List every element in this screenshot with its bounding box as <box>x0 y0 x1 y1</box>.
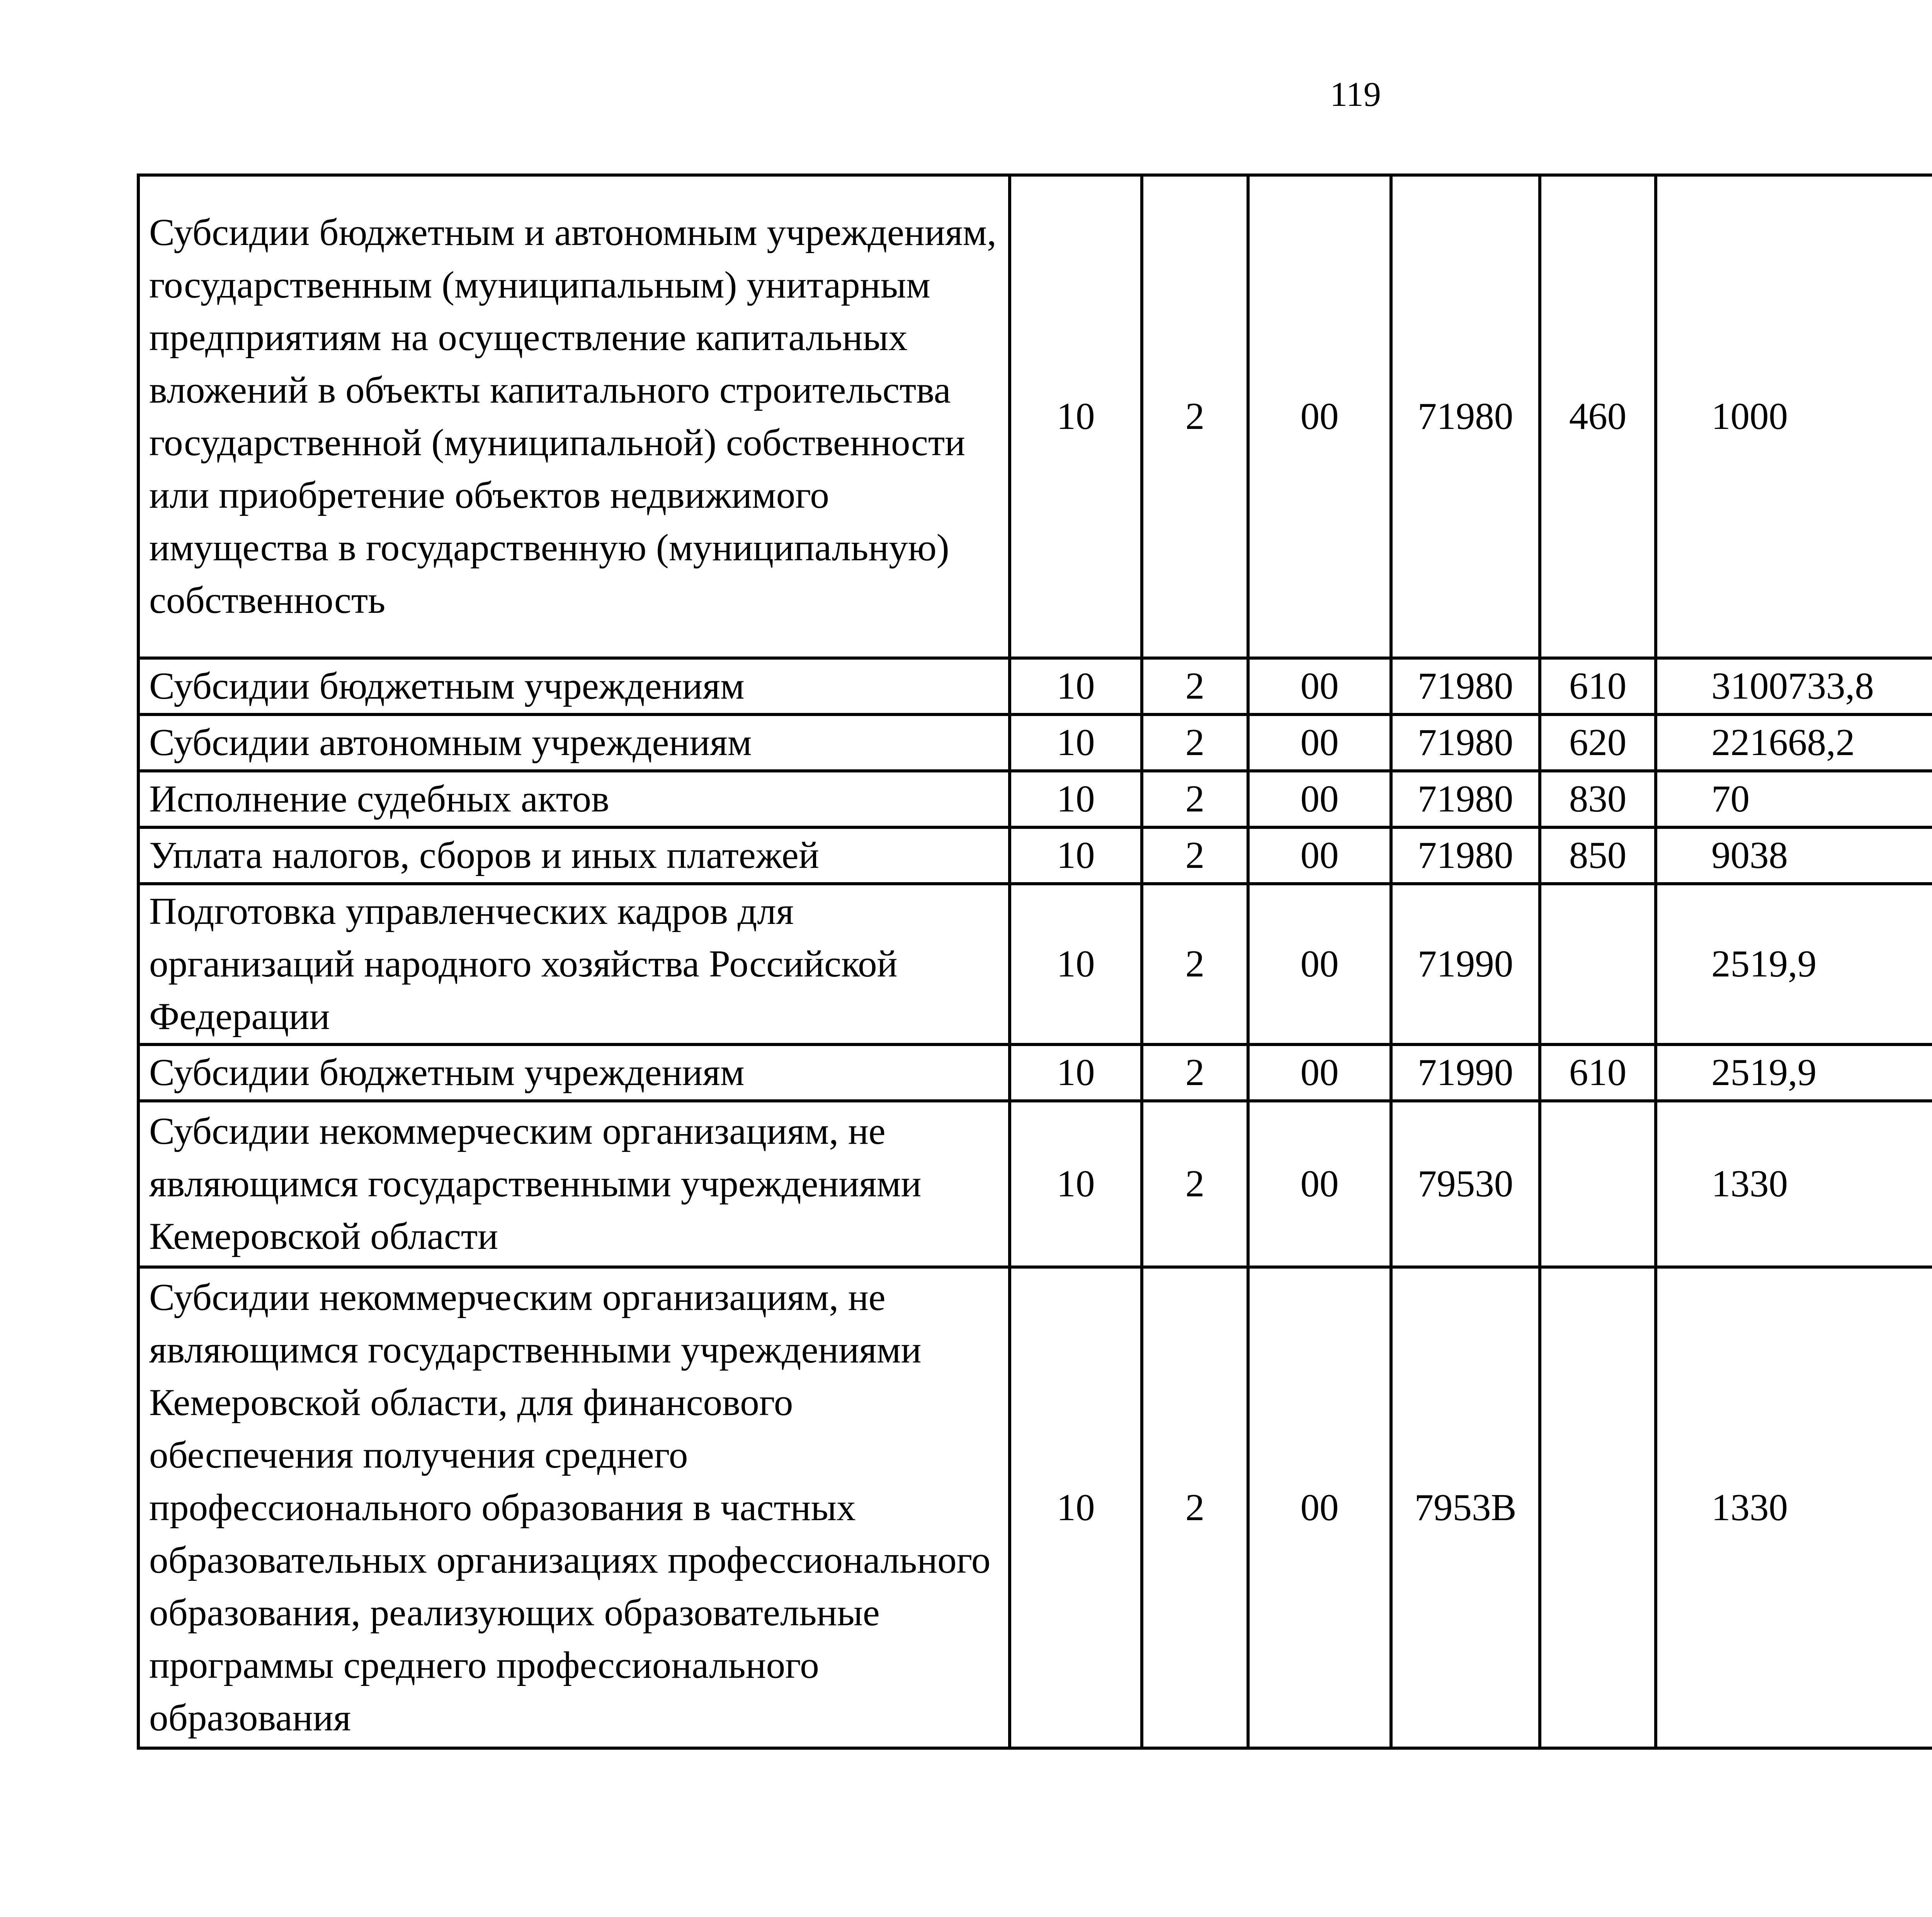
amount-year-1: 70 <box>1656 771 1932 827</box>
section-code: 10 <box>1010 714 1142 771</box>
table-row <box>138 175 1932 658</box>
table-row <box>138 714 1932 771</box>
amount-year-1: 1000 <box>1656 175 1932 658</box>
subprogram-code: 00 <box>1248 884 1391 1044</box>
program-code: 2 <box>1142 827 1248 884</box>
program-code: 2 <box>1142 771 1248 827</box>
row-name: Субсидии бюджетным учреждениям <box>138 658 1010 714</box>
table-row <box>138 1044 1932 1101</box>
expense-type-code: 610 <box>1540 658 1656 714</box>
amount-year-1: 2519,9 <box>1656 884 1932 1044</box>
section-code: 10 <box>1010 1101 1142 1267</box>
page-number: 119 <box>1330 75 1381 114</box>
expense-type-code <box>1540 884 1656 1044</box>
expense-type-code: 460 <box>1540 175 1656 658</box>
direction-code: 71980 <box>1391 658 1540 714</box>
subprogram-code: 00 <box>1248 771 1391 827</box>
expense-type-code: 830 <box>1540 771 1656 827</box>
amount-year-1: 1330 <box>1656 1267 1932 1748</box>
direction-code: 71980 <box>1391 771 1540 827</box>
row-name: Субсидии бюджетным учреждениям <box>138 1044 1010 1101</box>
subprogram-code: 00 <box>1248 175 1391 658</box>
section-code: 10 <box>1010 175 1142 658</box>
program-code: 2 <box>1142 1101 1248 1267</box>
section-code: 10 <box>1010 884 1142 1044</box>
direction-code: 79530 <box>1391 1101 1540 1267</box>
program-code: 2 <box>1142 175 1248 658</box>
expense-type-code: 620 <box>1540 714 1656 771</box>
section-code: 10 <box>1010 827 1142 884</box>
row-name: Субсидии некоммерческим организациям, не являющимся государственными учреждениями Кемеровской области <box>138 1101 1010 1267</box>
table-row <box>138 658 1932 714</box>
direction-code: 7953В <box>1391 1267 1540 1748</box>
section-code: 10 <box>1010 658 1142 714</box>
program-code: 2 <box>1142 884 1248 1044</box>
table-row <box>138 884 1932 1044</box>
table-row <box>138 771 1932 827</box>
amount-year-1: 3100733,8 <box>1656 658 1932 714</box>
program-code: 2 <box>1142 1044 1248 1101</box>
row-name: Уплата налогов, сборов и иных платежей <box>138 827 1010 884</box>
amount-year-1: 2519,9 <box>1656 1044 1932 1101</box>
subprogram-code: 00 <box>1248 714 1391 771</box>
expense-type-code <box>1540 1267 1656 1748</box>
subprogram-code: 00 <box>1248 827 1391 884</box>
subprogram-code: 00 <box>1248 1044 1391 1101</box>
program-code: 2 <box>1142 658 1248 714</box>
amount-year-1: 221668,2 <box>1656 714 1932 771</box>
budget-table <box>137 173 1932 1750</box>
expense-type-code <box>1540 1101 1656 1267</box>
subprogram-code: 00 <box>1248 658 1391 714</box>
row-name: Субсидии бюджетным и автономным учреждениям, государственным (муниципальным) унитарным предприятиям на осуществление капитальных вложений в объекты капитального строительства государственной (муниципальной) собственности или приобретение объектов недвижимого имущества в государственную (муниципальную) собственность <box>138 175 1010 658</box>
section-code: 10 <box>1010 1044 1142 1101</box>
direction-code: 71980 <box>1391 827 1540 884</box>
section-code: 10 <box>1010 1267 1142 1748</box>
row-name: Подготовка управленческих кадров для организаций народного хозяйства Российской Федерации <box>138 884 1010 1044</box>
expense-type-code: 850 <box>1540 827 1656 884</box>
row-name: Субсидии автономным учреждениям <box>138 714 1010 771</box>
table-row <box>138 1101 1932 1267</box>
direction-code: 71990 <box>1391 1044 1540 1101</box>
direction-code: 71990 <box>1391 884 1540 1044</box>
direction-code: 71980 <box>1391 714 1540 771</box>
subprogram-code: 00 <box>1248 1101 1391 1267</box>
table-row <box>138 827 1932 884</box>
program-code: 2 <box>1142 1267 1248 1748</box>
table-row <box>138 1267 1932 1748</box>
subprogram-code: 00 <box>1248 1267 1391 1748</box>
direction-code: 71980 <box>1391 175 1540 658</box>
amount-year-1: 9038 <box>1656 827 1932 884</box>
row-name: Исполнение судебных актов <box>138 771 1010 827</box>
amount-year-1: 1330 <box>1656 1101 1932 1267</box>
expense-type-code: 610 <box>1540 1044 1656 1101</box>
program-code: 2 <box>1142 714 1248 771</box>
section-code: 10 <box>1010 771 1142 827</box>
row-name: Субсидии некоммерческим организациям, не являющимся государственными учреждениями Кемеровской области, для финансового обеспечения получения среднего профессионального образования в частных образовательных организациях профессионального образования, реализующих образовательные программы среднего профессионального образования <box>138 1267 1010 1748</box>
